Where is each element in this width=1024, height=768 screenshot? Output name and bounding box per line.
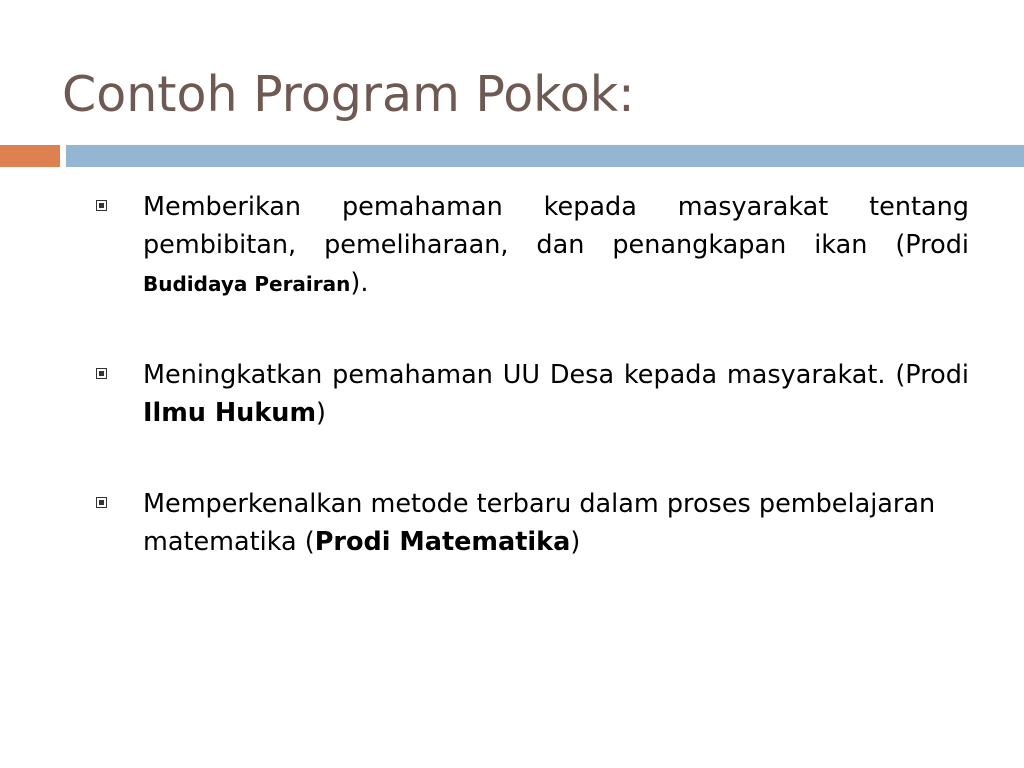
square-bullet-icon [96, 368, 107, 379]
bullet-item-hukum [0, 356, 969, 432]
slide-title: Contoh Program Pokok: [62, 66, 635, 123]
bullet-text-bold: Ilmu Hukum [143, 398, 317, 428]
bullet-text [143, 356, 969, 432]
bullet-text-main: Meningkatkan pemahaman UU Desa kepada masyarakat. (Prodi [143, 360, 969, 390]
bullet-text-after: ) [570, 527, 581, 557]
bullet-text-bold: Prodi Matematika [314, 527, 571, 557]
bullet-text-bold: Budidaya Perairan [143, 272, 351, 296]
square-bullet-icon [96, 497, 107, 508]
bullet-text [143, 188, 969, 303]
bullet-item-budidaya [0, 188, 969, 303]
bullet-text [143, 489, 935, 557]
bullet-text-after: ) [316, 398, 326, 428]
accent-bar-blue [66, 145, 1024, 167]
bullet-text-after: ). [350, 268, 369, 298]
bullet-list [0, 188, 1024, 614]
bullet-text-main: Memberikan pemahaman kepada masyarakat tentang pembibitan, pemeliharaan, dan penangkapan ikan (Prodi [143, 192, 969, 260]
accent-bar-orange [0, 145, 60, 167]
bullet-text-main: Memperkenalkan metode terbaru dalam proses pembelajaran matematika ( [143, 489, 936, 557]
bullet-item-matematika [0, 485, 969, 561]
square-bullet-icon [96, 200, 107, 211]
